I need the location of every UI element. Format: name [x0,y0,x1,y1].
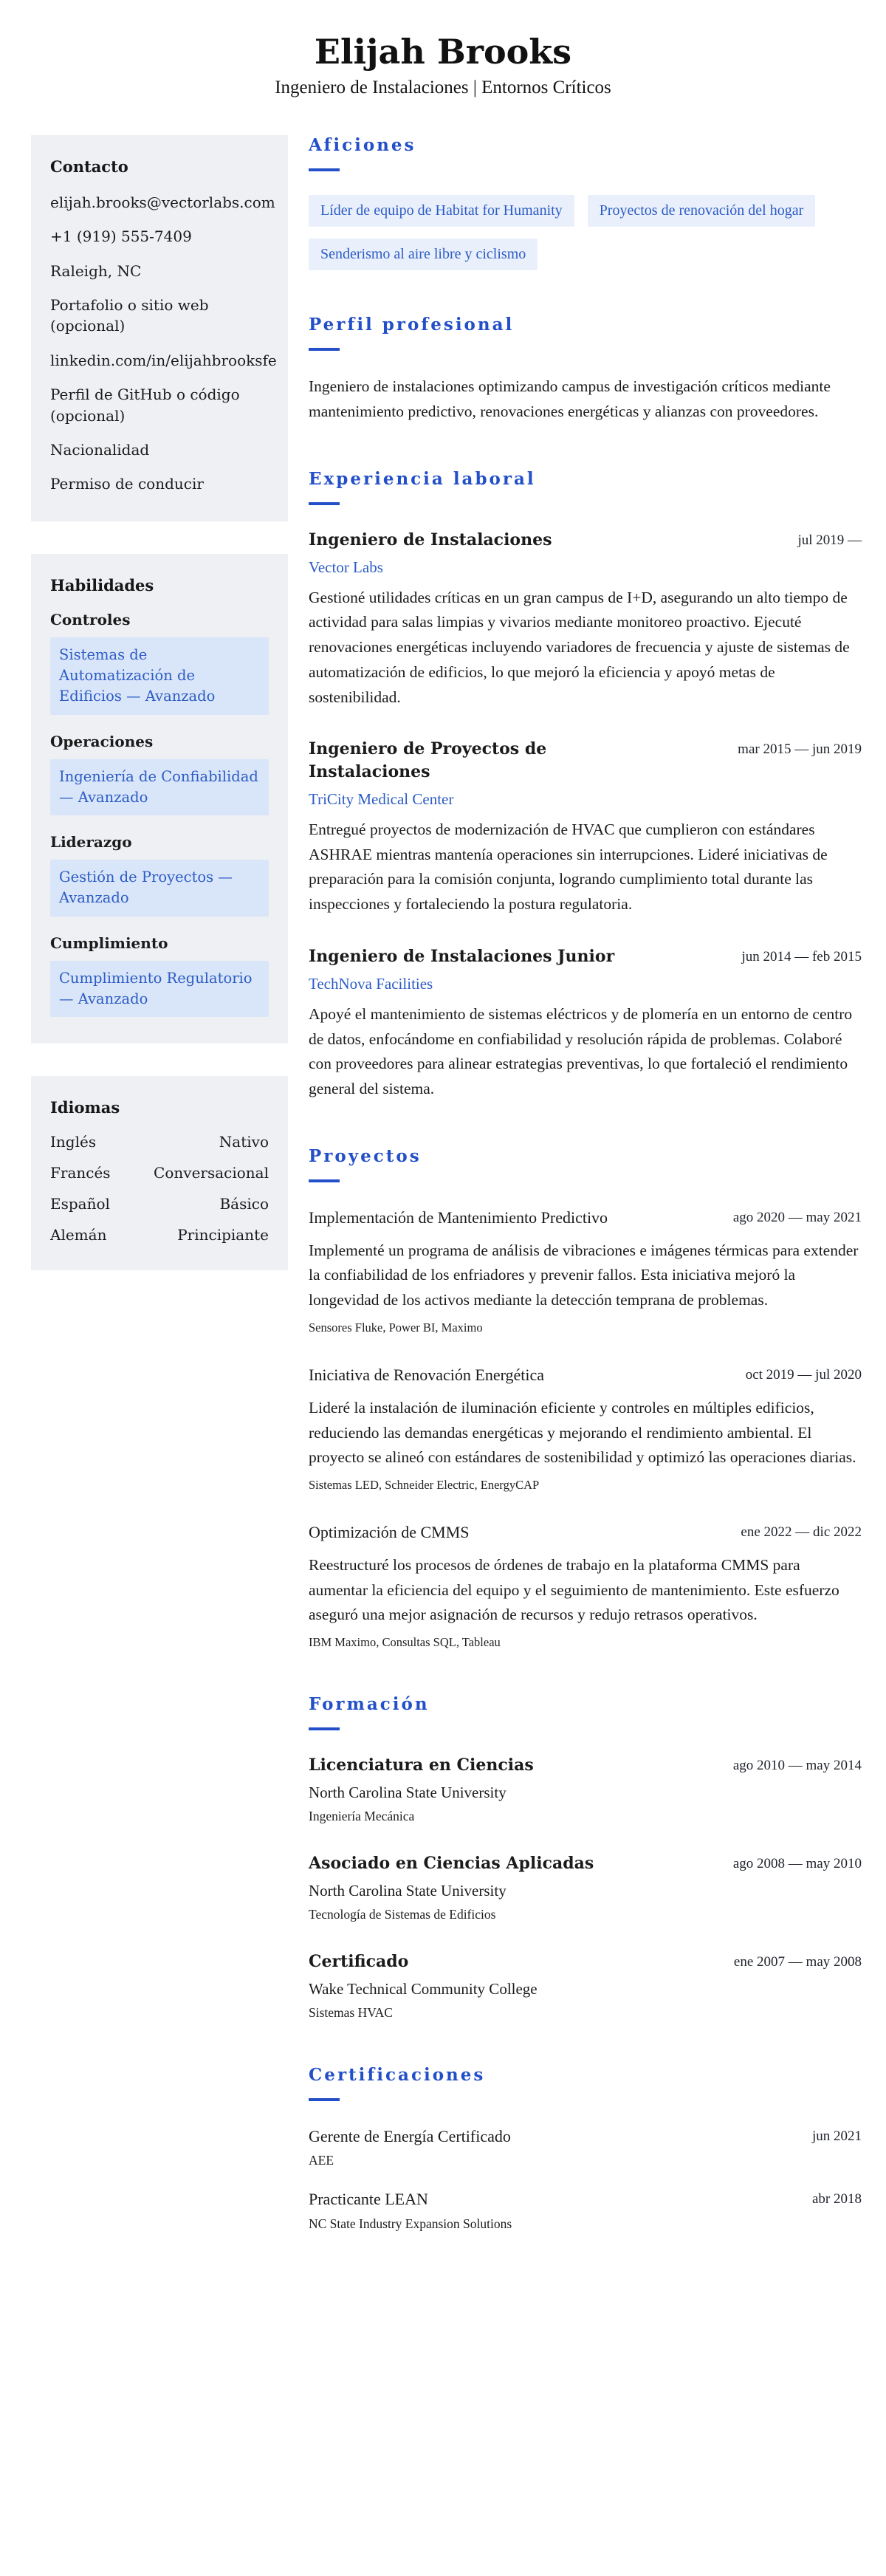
sidebar [31,135,288,1270]
certifications-title: Certificaciones [309,2064,486,2085]
certification-issuer: NC State Industry Expansion Solutions [309,2216,512,2232]
field-of-study: Tecnología de Sistemas de Edificios [309,1906,496,1922]
education-entry [309,1852,862,1922]
skill-group [50,934,269,1018]
skill-group [50,733,269,816]
project-entry [309,1363,862,1493]
section-underline [309,1727,340,1730]
contact-linkedin[interactable]: linkedin.com/in/elijahbrooksfe [50,351,277,369]
certification-header [309,2125,862,2148]
education-entry [309,1950,862,2021]
project-header [309,1363,862,1387]
job-entry [309,945,862,1102]
project-description: Reestructuré los procesos de órdenes de trabajo en la plataforma CMMS para aumentar la eficiencia del equipo y el seguimiento de mantenimiento. Este esfuerzo aseguró una mejor asignación de recursos y redujo retrasos operativos. [309,1555,839,1624]
skill-group [50,833,269,917]
education-dates: ago 2010 — may 2014 [732,1758,862,1774]
language-level: Principiante [177,1226,269,1244]
section-underline [309,502,340,505]
contact-card [31,135,288,521]
language-row [50,1195,269,1213]
project-tools: Sensores Fluke, Power BI, Maximo [309,1320,483,1335]
skill-category: Operaciones [50,732,154,750]
skill-chip: Gestión de Proyectos — Avanzado [50,860,269,917]
profile-title: Perfil profesional [309,314,515,335]
job-company-link[interactable]: TechNova Facilities [309,974,433,993]
language-level: Básico [219,1195,269,1213]
job-header [309,945,862,968]
job-description: Entregué proyectos de modernización de HVAC que cumplieron con estándares ASHRAE mientras mantenía operaciones sin interrupciones. Lideré iniciativas de preparación para la comisión conjunta, logrando cumplimiento total durante las inspecciones y fortaleciendo la postura regulatoria. [309,820,828,914]
skill-chip: Sistemas de Automatización de Edificios — Avanzado [50,637,269,715]
language-level: Nativo [219,1133,269,1151]
project-dates: ene 2022 — dic 2022 [741,1524,862,1541]
person-name: Elijah Brooks [314,32,572,72]
project-header [309,1521,862,1544]
skills-title: Habilidades [50,575,154,595]
job-title: Ingeniero de Instalaciones [309,530,552,549]
job-dates: jul 2019 — [797,532,862,548]
skill-chip: Ingeniería de Confiabilidad — Avanzado [50,759,269,816]
certification-name: Practicante LEAN [309,2190,428,2209]
school-name: Wake Technical Community College [309,1979,538,1998]
resume-header [0,0,886,98]
education-dates: ago 2008 — may 2010 [732,1855,862,1871]
job-company-link[interactable]: TriCity Medical Center [309,789,454,808]
project-tools: IBM Maximo, Consultas SQL, Tableau [309,1635,501,1650]
education-header [309,1852,862,1875]
skill-category: Liderazgo [50,833,132,852]
section-underline [309,2098,340,2101]
contact-portfolio: Portafolio o sitio web (opcional) [50,296,209,335]
section-underline [309,1179,340,1182]
project-dates: oct 2019 — jul 2020 [745,1366,862,1383]
job-header [309,529,862,552]
education-header [309,1950,862,1973]
hobby-chip: Senderismo al aire libre y ciclismo [309,239,538,270]
language-row [50,1133,269,1151]
hobbies-title: Aficiones [309,134,416,155]
job-company-link[interactable]: Vector Labs [309,558,383,576]
hobby-chip: Proyectos de renovación del hogar [588,195,816,227]
skill-chip: Cumplimiento Regulatorio — Avanzado [50,961,269,1018]
job-description: Apoyé el mantenimiento de sistemas eléctricos y de plomería en un entorno de centro de datos, enfocándome en confiabilidad y resolución rápida de problemas. Colaboré con proveedores para alinear estrategias preventivas, lo que fortaleció el rendimiento general del sistema. [309,1004,853,1098]
project-tools: Sistemas LED, Schneider Electric, EnergyCAP [309,1478,540,1493]
education-dates: ene 2007 — may 2008 [733,1953,862,1970]
certification-entry [309,2188,862,2232]
education-header [309,1754,862,1777]
section-certifications [309,2065,862,2233]
contact-phone: +1 (919) 555-7409 [50,227,192,246]
language-name: Alemán [50,1226,107,1244]
person-headline: Ingeniero de Instalaciones | Entornos Críticos [275,77,611,97]
certification-date: abr 2018 [811,2191,862,2207]
languages-title: Idiomas [50,1098,120,1117]
education-title: Formación [309,1694,430,1715]
degree-title: Asociado en Ciencias Aplicadas [309,1853,594,1873]
project-header [309,1206,862,1230]
contact-email[interactable]: elijah.brooks@vectorlabs.com [50,193,275,211]
skills-card [31,554,288,1044]
contact-location: Raleigh, NC [50,261,142,280]
project-title: Iniciativa de Renovación Energética [309,1365,545,1384]
languages-card [31,1076,288,1270]
degree-title: Certificado [309,1951,409,1971]
school-name: North Carolina State University [309,1783,506,1801]
contact-title: Contacto [50,157,128,176]
field-of-study: Ingeniería Mecánica [309,1808,415,1823]
contact-nationality: Nacionalidad [50,441,150,459]
certification-entry [309,2125,862,2169]
job-header [309,738,862,784]
certification-header [309,2188,862,2211]
language-name: Español [50,1195,110,1213]
section-underline [309,348,340,351]
job-entry [309,738,862,917]
section-projects [309,1146,862,1650]
section-education [309,1694,862,2020]
skill-category: Controles [50,610,131,628]
language-row [50,1226,269,1244]
education-entry [309,1754,862,1824]
language-row [50,1164,269,1182]
main-column [309,135,862,2232]
hobby-chips [309,195,862,270]
certification-name: Gerente de Energía Certificado [309,2126,511,2145]
project-description: Implementé un programa de análisis de vibraciones e imágenes térmicas para extender la confiabilidad de los enfriadores y prevenir fallos. Esta iniciativa mejoró la longevidad de los activos mediante la detección temprana de problemas. [309,1241,859,1309]
section-hobbies [309,135,862,270]
projects-title: Proyectos [309,1145,422,1166]
contact-github: Perfil de GitHub o código (opcional) [50,386,240,425]
job-title: Ingeniero de Instalaciones Junior [309,946,615,966]
resume-body [0,98,886,2298]
skill-category: Cumplimiento [50,934,168,952]
profile-summary: Ingeniero de instalaciones optimizando campus de investigación críticos mediante mantenimiento predictivo, renovaciones energéticas y alianzas con proveedores. [309,377,831,420]
job-dates: mar 2015 — jun 2019 [738,741,862,758]
job-entry [309,529,862,710]
section-profile [309,315,862,425]
section-experience [309,469,862,1102]
degree-title: Licenciatura en Ciencias [309,1755,534,1775]
job-dates: jun 2014 — feb 2015 [741,948,862,965]
certification-issuer: AEE [309,2153,334,2168]
project-entry [309,1521,862,1650]
project-dates: ago 2020 — may 2021 [732,1209,862,1225]
field-of-study: Sistemas HVAC [309,2004,393,2020]
skill-group [50,611,269,715]
job-description: Gestioné utilidades críticas en un gran campus de I+D, asegurando un alto tiempo de actividad para salas limpias y vivarios mediante monitoreo proactivo. Ejecuté renovaciones energéticas incluyendo variadores de frecuencia y ajuste de sistemas de automatización de edificios, lo que mejoró la eficiencia y apoyó metas de sostenibilidad. [309,588,850,706]
project-description: Lideré la instalación de iluminación eficiente y controles en múltiples edificios, reduciendo las demandas energéticas y mejorando el rendimiento ambiental. El proyecto se alineó con estándares de sostenibilidad y optimizó las operaciones diarias. [309,1398,856,1467]
experience-title: Experiencia laboral [309,468,536,489]
certification-date: jun 2021 [811,2128,862,2144]
contact-driving-license: Permiso de conducir [50,475,204,493]
project-entry [309,1206,862,1335]
language-name: Francés [50,1164,111,1182]
project-title: Implementación de Mantenimiento Predictivo [309,1208,608,1227]
school-name: North Carolina State University [309,1881,506,1900]
language-name: Inglés [50,1133,97,1151]
section-underline [309,168,340,171]
hobby-chip: Líder de equipo de Habitat for Humanity [309,195,574,227]
language-level: Conversacional [154,1164,269,1182]
job-title: Ingeniero de Proyectos de Instalaciones [309,739,547,782]
project-title: Optimización de CMMS [309,1523,470,1542]
